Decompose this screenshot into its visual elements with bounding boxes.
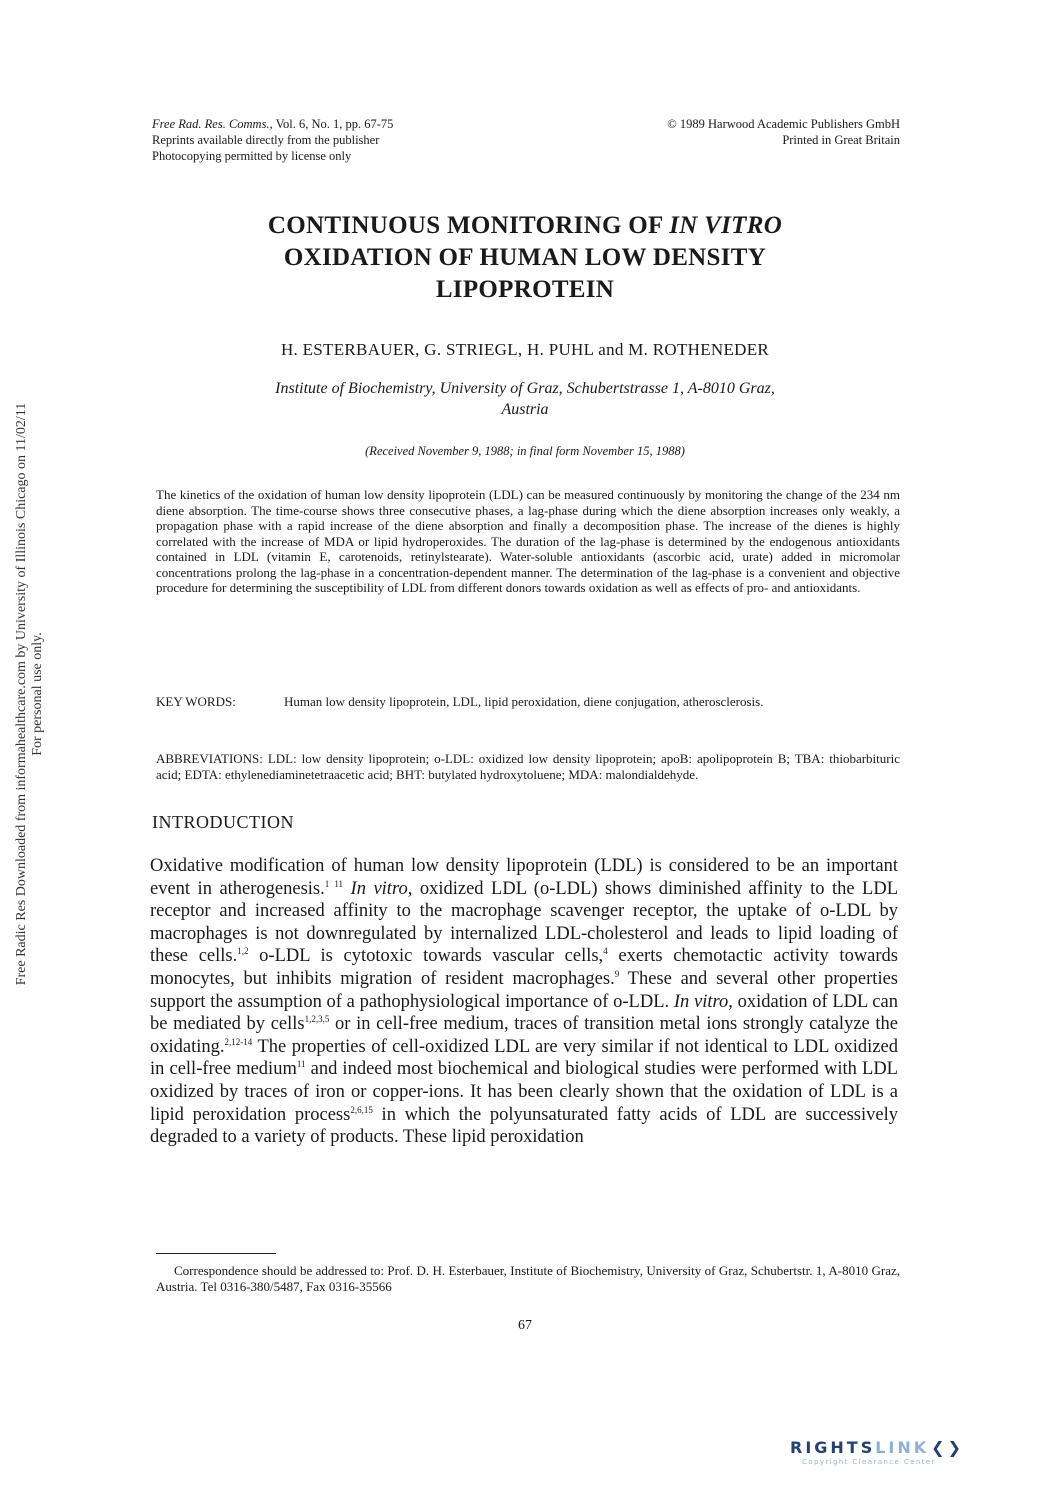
affiliation-line-1: Institute of Biochemistry, University of Graz, Schubertstrasse 1, A-8010 Graz, bbox=[275, 380, 775, 397]
citation-ref: 4 bbox=[603, 946, 608, 957]
title-line-1: CONTINUOUS MONITORING OF IN VITRO bbox=[267, 212, 783, 239]
keywords-text: Human low density lipoprotein, LDL, lipid peroxidation, diene conjugation, atherosclerosis. bbox=[284, 694, 764, 709]
author-list: H. ESTERBAUER, G. STRIEGL, H. PUHL and M. ROTHENEDER bbox=[280, 340, 770, 359]
chevron-icon: ❮❯ bbox=[931, 1438, 964, 1457]
citation-ref: 1 11 bbox=[324, 878, 344, 889]
printed-line: Printed in Great Britain bbox=[782, 133, 900, 147]
keywords-label: KEY WORDS: bbox=[156, 694, 236, 709]
download-notice bbox=[14, 334, 46, 1054]
introduction-heading: INTRODUCTION bbox=[152, 812, 294, 832]
introduction-body: Oxidative modification of human low density lipoprotein (LDL) is considered to be an important event in atherogenesis.$^{1 11}$ In vitro, oxidized LDL (o-LDL) shows diminished affinity to the LDL receptor and increased affinity to the macrophage scavenger receptor, the uptake of o-LDL by macrophages is not downregulated by internalized LDL-cholesterol and leads to lipid loading of these cells.$^{1,2}$ o-LDL is cytotoxic towards vascular cells,$^4$ exerts chemotactic activity towards monocytes, but inhibits migration of resident macrophages.$^9$ These and several other properties support the assumption of a pathophysiological importance of o-LDL. In vitro, oxidation of LDL can be mediated by cells$^{1,2,3,5}$ or in cell-free medium, traces of transition metal ions strongly catalyze the oxidating.$^{2,12-14}$ The properties of cell-oxidized LDL are very similar if not identical to LDL oxidized in cell-free medium$^{11}$ and indeed most biochemical and biological studies were performed with LDL oxidized by traces of iron or copper-ions. It has been clearly shown that the oxidation of LDL is a lipid peroxidation process$^{2,6,15}$ in which the polyunsaturated fatty acids of LDL are successively degraded to a variety of products. These lipid peroxidation bbox=[150, 856, 899, 1148]
citation-line bbox=[152, 116, 393, 132]
citation-ref: 9 bbox=[614, 968, 620, 979]
abbreviations: ABBREVIATIONS: LDL: low density lipoprotein; o-LDL: oxidized low density lipoprotein; apoB: apolipoprotein B; TBA: thiobarbituric acid; EDTA: ethylenediaminetetraacetic acid; BHT: butylated hydroxytoluene; MDA: malondialdehyde. bbox=[156, 751, 900, 782]
citation-ref: 1,2,3,5 bbox=[304, 1014, 330, 1024]
photocopy-note: Photocopying permitted by license only bbox=[152, 149, 352, 163]
received-dates: (Received November 9, 1988; in final form November 15, 1988) bbox=[365, 444, 685, 458]
reprints-note: Reprints available directly from the publisher bbox=[152, 133, 380, 147]
citation-ref: 1,2 bbox=[237, 946, 249, 957]
title-italic: IN VITRO bbox=[669, 212, 783, 239]
page-number: 67 bbox=[518, 1318, 532, 1333]
keywords bbox=[156, 694, 900, 710]
download-notice-line2: For personal use only. bbox=[30, 632, 45, 756]
publisher-header bbox=[667, 116, 900, 148]
footnote-divider bbox=[156, 1253, 276, 1254]
download-notice-line1: Free Radic Res Downloaded from informahealthcare.com by University of Illinois Chicago on 11/02/11 bbox=[14, 402, 29, 986]
affiliation bbox=[150, 378, 900, 420]
title-line-2: OXIDATION OF HUMAN LOW DENSITY bbox=[283, 244, 767, 271]
citation-ref: 2,12-14 bbox=[224, 1036, 253, 1047]
title-line-3: LIPOPROTEIN bbox=[435, 276, 615, 303]
journal-name: Free Rad. Res. Comms. bbox=[152, 117, 270, 131]
rightslink-tagline: Copyright Clearance Center bbox=[802, 1458, 936, 1466]
citation-details: , Vol. 6, No. 1, pp. 67-75 bbox=[269, 117, 394, 131]
citation-ref: 2,6,15 bbox=[350, 1104, 373, 1115]
affiliation-line-2: Austria bbox=[501, 401, 549, 418]
correspondence-footnote: Correspondence should be addressed to: Prof. D. H. Esterbauer, Institute of Biochemistry, University of Graz, Schubertstr. 1, A-8010 Graz, Austria. Tel 0316-380/5487, Fax 0316-35566 bbox=[156, 1263, 900, 1294]
paper-title bbox=[150, 210, 900, 306]
copyright-line: © 1989 Harwood Academic Publishers GmbH bbox=[667, 117, 900, 131]
rightslink-wordmark: RIGHTSLINK ❮❯ bbox=[790, 1438, 964, 1457]
abstract: The kinetics of the oxidation of human low density lipoprotein (LDL) can be measured continuously by monitoring the change of the 234 nm diene absorption. The time-course shows three consecutive phases, a lag-phase during which the diene absorption increases only weakly, a propagation phase with a rapid increase of the diene absorption and finally a decomposition phase. The increase of the dienes is highly correlated with the increase of MDA or lipid hydroperoxides. The duration of the lag-phase is determined by the endogenous antioxidants contained in LDL (vitamin E, carotenoids, retinylstearate). Water-soluble antioxidants (ascorbic acid, urate) added in micromolar concentrations prolong the lag-phase in a concentration-dependent manner. The determination of the lag-phase is a convenient and objective procedure for determining the susceptibility of LDL from different donors towards oxidation as well as effects of pro- and antioxidants. bbox=[156, 487, 900, 595]
citation-ref: 11 bbox=[296, 1059, 306, 1070]
rightslink-logo[interactable] bbox=[790, 1438, 1020, 1466]
journal-header bbox=[152, 116, 393, 164]
